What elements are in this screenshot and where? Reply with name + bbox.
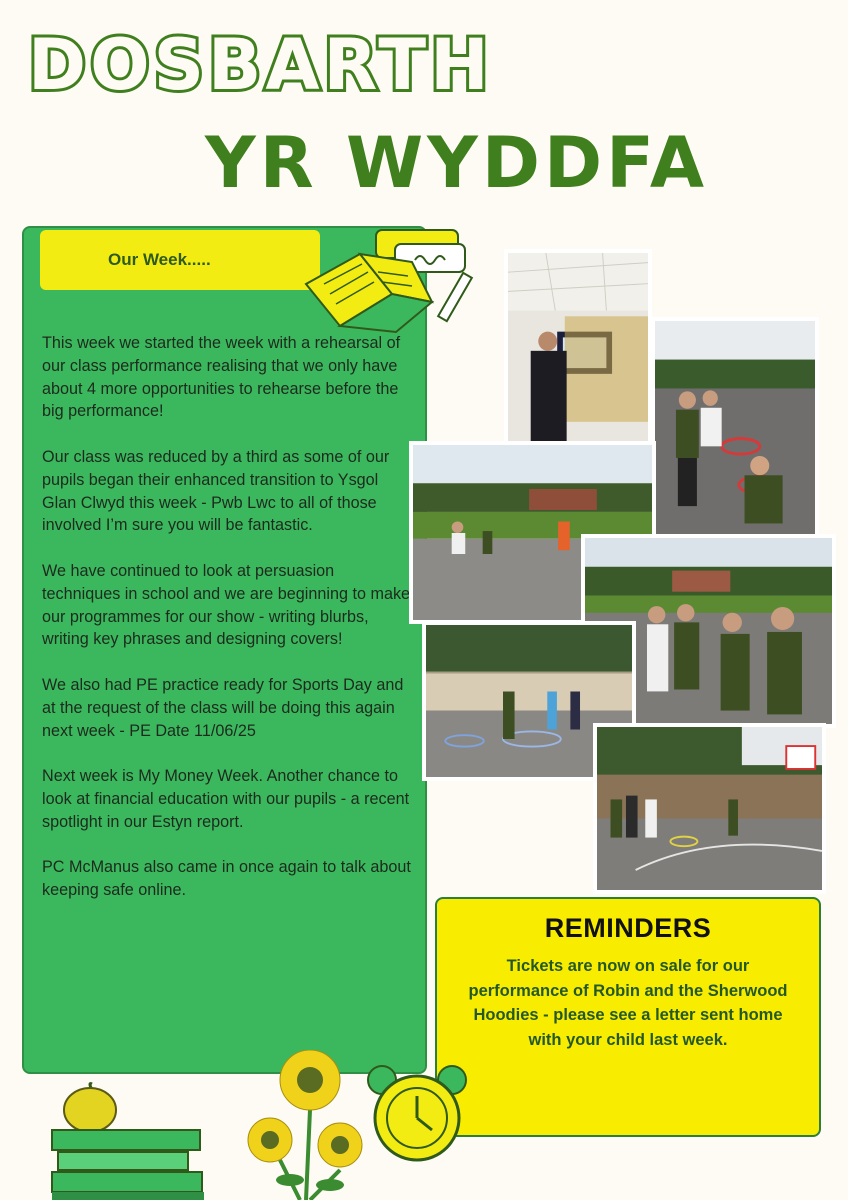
reminders-title: REMINDERS [544,913,712,943]
books-apple-icon [48,1082,208,1200]
pupils-hoops-photo [651,317,819,540]
week-paragraph: PC McManus also came in once again to talk about keeping safe online. [42,858,411,900]
book-pencil-icon [300,222,480,337]
reminders-text: Tickets are now on sale for our performance of Robin and the Sherwood Hoodies - please see a letter sent home with your child last week. [468,957,788,1049]
reminders-box [435,897,821,1137]
basketball-court-photo [593,723,826,894]
alarm-clock-icon [362,1058,472,1168]
week-label: Our Week..... [40,230,320,290]
week-body [42,332,412,925]
week-paragraph: This week we started the week with a rehearsal of our class performance realising that we only have about 4 more opportunities to rehearse before the big performance! [42,334,401,421]
title-line1: DOSBARTH [28,24,493,106]
week-paragraph: We have continued to look at persuasion techniques in school and we are beginning to make our programmes for our show - writing blurbs, writing key phrases and designing covers! [42,561,411,649]
week-paragraph: Our class was reduced by a third as some of our pupils began their enhanced transition to Ysgol Glan Clwyd this week - Pwb Lwc to all of those involved I’m sure you will be fantastic. [42,447,390,535]
week-paragraph: We also had PE practice ready for Sports Day and at the request of the class will be doing this again next week - PE Date 11/06/25 [42,675,404,740]
week-paragraph: Next week is My Money Week. Another chance to look at financial education with our pupils - a recent spotlight in our Estyn report. [42,767,410,831]
title-line2: YR WYDDFA [205,122,709,204]
sunflowers-icon [240,1050,370,1200]
police-officer-classroom-photo [504,249,652,445]
